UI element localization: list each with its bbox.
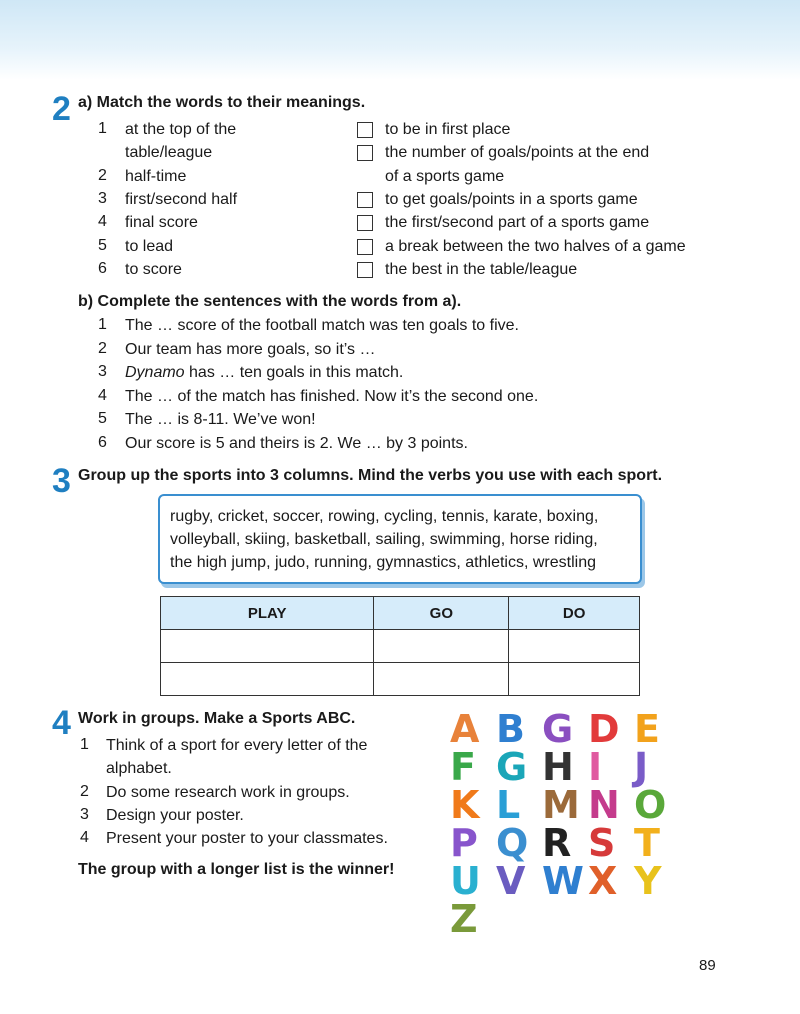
answer-checkbox[interactable] [357,145,373,161]
exercise-2b-heading: b) Complete the sentences with the words from a). [78,293,462,310]
abc-letter: R [542,821,572,865]
sports-abc-illustration [440,706,680,934]
abc-letter: V [496,859,526,903]
task-text: Present your poster to your classmates. [106,830,388,848]
column-header-go: GO [374,597,509,630]
item-number: 6 [98,433,107,451]
sports-line: rugby, cricket, soccer, rowing, cycling, tennis, karate, boxing, [170,508,599,525]
table-cell[interactable] [374,630,509,663]
abc-letter: G [542,707,574,751]
sentence: Our score is 5 and theirs is 2. We … by 3 points. [125,434,468,452]
abc-letter: I [588,745,603,789]
match-term: table/league [125,144,213,162]
match-term: to score [125,260,182,278]
abc-letter: H [542,745,574,789]
abc-letter: Y [634,859,662,903]
abc-letter: A [450,707,480,751]
sentence: Dynamo has … ten goals in this match. [125,364,404,381]
match-meaning: to get goals/points in a sports game [385,190,638,208]
match-meaning: the number of goals/points at the end [385,144,650,162]
item-number: 5 [98,236,107,254]
column-header-play: PLAY [161,597,374,630]
item-number: 1 [98,120,107,137]
match-meaning: a break between the two halves of a game [385,237,686,255]
exercise-3-heading: Group up the sports into 3 columns. Mind the verbs you use with each sport. [78,467,663,484]
match-term: half-time [125,167,187,185]
match-meaning: to be in first place [385,121,511,138]
table-cell[interactable] [374,663,509,696]
exercise-4-footer: The group with a longer list is the winner! [78,861,395,878]
abc-letter: D [588,707,620,751]
task-text: Think of a sport for every letter of the [106,737,368,754]
match-term: first/second half [125,190,238,208]
task-text: Do some research work in groups. [106,783,350,801]
match-meaning: of a sports game [385,167,505,185]
abc-letter: N [588,783,620,827]
abc-letter: U [450,859,481,903]
abc-letter: B [496,707,525,751]
sports-word-box [158,494,642,584]
item-number: 4 [98,386,107,404]
item-number: 4 [80,829,89,847]
item-number: 2 [98,339,107,357]
abc-letter: M [542,783,580,827]
table-cell[interactable] [509,663,640,696]
match-meaning: the first/second part of a sports game [385,214,650,232]
abc-letter: F [450,745,476,789]
abc-letter: L [496,783,521,827]
abc-letter: Z [450,897,478,934]
item-number: 1 [98,316,107,333]
sentence: The … of the match has finished. Now it’s the second one. [125,387,539,405]
abc-letter: S [588,821,616,865]
abc-letter: E [634,707,660,751]
abc-letter: T [634,821,660,865]
answer-checkbox[interactable] [357,192,373,208]
item-number: 6 [98,259,107,277]
abc-letter: Q [496,821,529,865]
item-number: 3 [98,363,107,380]
sports-line: volleyball, skiing, basketball, sailing, swimming, horse riding, [170,531,598,548]
sentence: The … score of the football match was ten goals to five. [125,317,519,334]
task-text: Design your poster. [106,806,244,824]
abc-letter: X [588,859,618,903]
exercise-3-number: 3 [52,462,71,500]
exercise-4-heading: Work in groups. Make a Sports ABC. [78,710,356,727]
task-text: alphabet. [106,760,172,778]
abc-letter: G [496,745,528,789]
match-meaning: the best in the table/league [385,260,578,278]
page-number: 89 [699,957,716,974]
sports-line: the high jump, judo, running, gymnastics, athletics, wrestling [170,554,596,571]
match-term: to lead [125,237,174,255]
answer-checkbox[interactable] [357,122,373,138]
table-cell[interactable] [161,630,374,663]
answer-checkbox[interactable] [357,215,373,231]
abc-letter: J [634,745,649,789]
top-banner [0,0,800,80]
column-header-do: DO [509,597,640,630]
item-number: 4 [98,213,107,231]
team-name: Dynamo [125,364,185,381]
item-number: 1 [80,736,89,753]
sports-table [160,596,640,696]
table-cell[interactable] [509,630,640,663]
answer-checkbox[interactable] [357,262,373,278]
item-number: 3 [80,805,89,823]
item-number: 5 [98,410,107,427]
sentence: Our team has more goals, so it’s … [125,340,376,358]
item-number: 2 [80,782,89,800]
item-number: 3 [98,189,107,207]
table-cell[interactable] [161,663,374,696]
exercise-2-number: 2 [52,90,71,128]
abc-letter: P [450,821,478,865]
match-term: final score [125,214,198,232]
abc-letter: K [450,783,480,827]
exercise-4-number: 4 [52,704,71,742]
exercise-2a-heading: a) Match the words to their meanings. [78,94,366,111]
match-term: at the top of the [125,121,237,138]
abc-letter: O [634,783,667,827]
answer-checkbox[interactable] [357,239,373,255]
sentence: The … is 8-11. We’ve won! [125,411,316,428]
abc-letter: W [542,859,584,903]
item-number: 2 [98,166,107,184]
